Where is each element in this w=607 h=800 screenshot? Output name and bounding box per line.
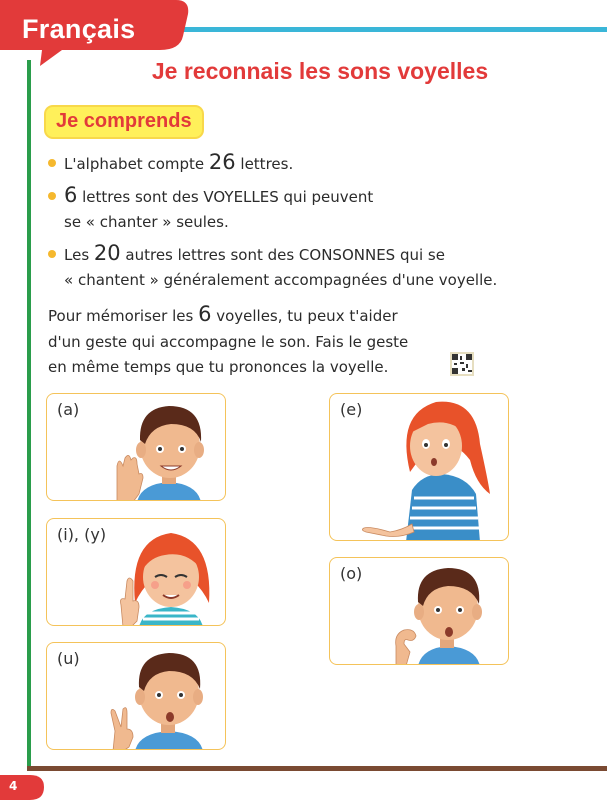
subject-tab-label: Français bbox=[22, 14, 136, 44]
intro-text: Pour mémoriser les bbox=[48, 307, 199, 325]
bullet-text: L'alphabet compte bbox=[64, 155, 209, 173]
intro-text: voyelles, tu peux t'aider bbox=[211, 307, 398, 325]
section-badge: Je comprends bbox=[46, 107, 202, 137]
left-rule bbox=[27, 60, 31, 768]
list-item bbox=[48, 183, 588, 235]
qr-code-icon[interactable] bbox=[450, 352, 474, 376]
vowel-card-i-y bbox=[46, 518, 226, 626]
intro-paragraph bbox=[48, 302, 468, 381]
vowel-label: (u) bbox=[57, 649, 80, 668]
intro-number: 6 bbox=[198, 302, 212, 326]
intro-text: en même temps que tu prononces la voyelle. bbox=[48, 358, 389, 376]
bullet-number: 26 bbox=[208, 150, 236, 174]
vowel-card-u bbox=[46, 642, 226, 750]
rules-list bbox=[48, 150, 588, 299]
list-item bbox=[48, 241, 588, 293]
page-title: Je reconnais les sons voyelles bbox=[151, 58, 489, 84]
vowel-card-o bbox=[329, 557, 509, 665]
page-number-badge bbox=[0, 775, 44, 800]
bullet-text: « chantent » généralement accompagnées d'une voyelle. bbox=[64, 271, 498, 289]
page-number: 4 bbox=[9, 779, 18, 793]
vowel-card-a bbox=[46, 393, 226, 501]
bullet-text: autres lettres sont des CONSONNES qui se bbox=[120, 246, 445, 264]
vowel-label: (a) bbox=[57, 400, 80, 419]
vowel-label: (e) bbox=[340, 400, 363, 419]
bullet-text: lettres sont des VOYELLES qui peuvent bbox=[77, 188, 374, 206]
vowel-card-e bbox=[329, 393, 509, 541]
bullet-text: lettres. bbox=[235, 155, 294, 173]
bullet-text: se « chanter » seules. bbox=[64, 213, 229, 231]
bullet-number: 6 bbox=[64, 183, 78, 207]
top-rule bbox=[180, 27, 607, 32]
bullet-text: Les bbox=[64, 246, 94, 264]
bullet-number: 20 bbox=[93, 241, 121, 265]
intro-text: d'un geste qui accompagne le son. Fais le geste bbox=[48, 332, 409, 351]
list-item bbox=[48, 150, 588, 177]
subject-tab bbox=[0, 0, 190, 66]
vowel-label: (o) bbox=[340, 564, 363, 583]
vowel-label: (i), (y) bbox=[57, 525, 107, 544]
bottom-rule bbox=[27, 766, 607, 771]
page-number-shape bbox=[0, 775, 44, 800]
